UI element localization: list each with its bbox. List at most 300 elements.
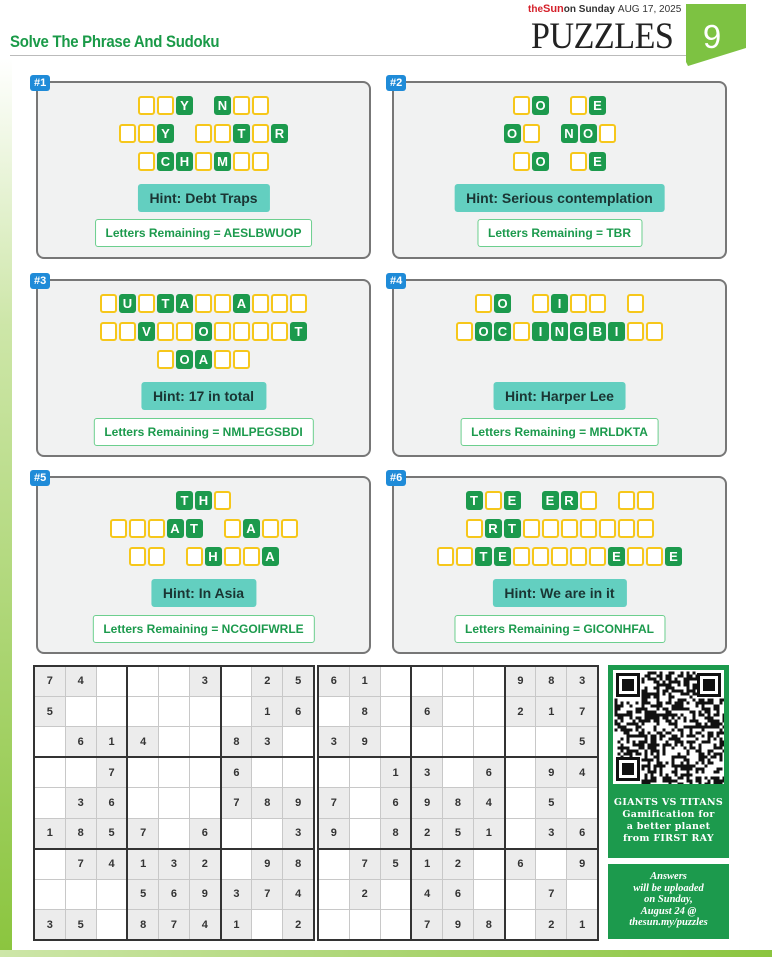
phrase-row	[394, 321, 725, 342]
sudoku-cell[interactable]	[221, 818, 252, 848]
sudoku-cell: 7	[127, 818, 158, 848]
phrase-puzzle-2	[390, 77, 727, 259]
sudoku-cell[interactable]	[536, 727, 567, 757]
sudoku-cell: 4	[190, 910, 221, 941]
phrase-row	[394, 490, 725, 511]
letter-tile: R	[271, 124, 288, 143]
phrase-row	[38, 321, 369, 342]
blank-tile[interactable]	[437, 547, 454, 566]
sudoku-cell: 2	[536, 910, 567, 941]
letter-tile: U	[119, 294, 136, 313]
letter-tile: N	[561, 124, 578, 143]
sudoku-cell: 6	[318, 666, 349, 696]
sudoku-cell: 7	[158, 910, 189, 941]
phrase-row	[394, 151, 725, 172]
sudoku-cell: 1	[349, 666, 380, 696]
sudoku-cell: 7	[411, 910, 442, 941]
blank-tile[interactable]	[148, 519, 165, 538]
sudoku-cell[interactable]	[252, 818, 283, 848]
letter-tile: Y	[157, 124, 174, 143]
blank-tile[interactable]	[186, 547, 203, 566]
blank-tile[interactable]	[456, 547, 473, 566]
letter-tile: A	[167, 519, 184, 538]
blank-tile[interactable]	[271, 294, 288, 313]
blank-tile[interactable]	[119, 124, 136, 143]
letter-tile: R	[561, 491, 578, 510]
blank-tile[interactable]	[561, 519, 578, 538]
sudoku-cell: 1	[34, 818, 65, 848]
puzzle-hint: Hint: In Asia	[151, 579, 256, 607]
page-title: PUZZLES	[531, 16, 674, 57]
sudoku-cell: 7	[318, 788, 349, 818]
letter-tile: O	[494, 294, 511, 313]
sudoku-cell: 6	[505, 849, 536, 879]
blank-tile[interactable]	[100, 294, 117, 313]
phrase-row	[38, 95, 369, 116]
letter-tile: R	[485, 519, 502, 538]
blank-tile[interactable]	[252, 294, 269, 313]
sudoku-cell[interactable]	[349, 818, 380, 848]
sudoku-cell: 1	[96, 727, 127, 757]
blank-tile[interactable]	[214, 491, 231, 510]
blank-tile[interactable]	[646, 547, 663, 566]
sudoku-cell: 4	[474, 788, 505, 818]
blank-tile[interactable]	[214, 350, 231, 369]
blank-tile[interactable]	[637, 519, 654, 538]
promo-line: a better planet	[626, 821, 711, 832]
letter-tile: H	[176, 152, 193, 171]
sudoku-cell: 8	[65, 818, 96, 848]
sudoku-cell: 7	[96, 757, 127, 787]
blank-tile[interactable]	[627, 322, 644, 341]
word-gap	[167, 547, 184, 566]
word-gap	[551, 96, 568, 115]
sudoku-cell[interactable]	[380, 727, 411, 757]
sudoku-cell[interactable]	[65, 757, 96, 787]
letter-tile: O	[580, 124, 597, 143]
sudoku-cell[interactable]	[505, 727, 536, 757]
sudoku-cell: 7	[567, 696, 598, 726]
sudoku-cell: 5	[536, 788, 567, 818]
sudoku-cell: 9	[318, 818, 349, 848]
blank-tile[interactable]	[281, 519, 298, 538]
sudoku-cell: 5	[567, 727, 598, 757]
sudoku-cell: 1	[221, 910, 252, 941]
blank-tile[interactable]	[148, 547, 165, 566]
letters-remaining: Letters Remaining = NMLPEGSBDI	[93, 418, 313, 446]
blank-tile[interactable]	[233, 322, 250, 341]
sudoku-cell: 3	[190, 666, 221, 696]
issue-date: AUG 17, 2025	[617, 4, 682, 15]
letter-tile: T	[157, 294, 174, 313]
answers-line: Answers	[650, 871, 687, 882]
sudoku-cell[interactable]	[127, 757, 158, 787]
blank-tile[interactable]	[570, 96, 587, 115]
sudoku-cell[interactable]	[442, 666, 473, 696]
blank-tile[interactable]	[138, 152, 155, 171]
sudoku-row	[318, 818, 598, 848]
blank-tile[interactable]	[224, 547, 241, 566]
answers-notice	[608, 864, 729, 939]
letter-tile: N	[214, 96, 231, 115]
sudoku-cell[interactable]	[96, 879, 127, 909]
phrase-row	[38, 490, 369, 511]
page-number: 9	[702, 18, 722, 55]
blank-tile[interactable]	[551, 547, 568, 566]
letter-tile: T	[176, 491, 193, 510]
sudoku-cell[interactable]	[442, 696, 473, 726]
blank-tile[interactable]	[466, 519, 483, 538]
sudoku-cell[interactable]	[34, 727, 65, 757]
sudoku-cell[interactable]	[127, 788, 158, 818]
sudoku-cell[interactable]	[190, 788, 221, 818]
sudoku-cell[interactable]	[349, 757, 380, 787]
blank-tile[interactable]	[485, 491, 502, 510]
phrase-row	[394, 123, 725, 144]
section-title: Solve The Phrase And Sudoku	[10, 32, 220, 51]
sudoku-cell: 3	[158, 849, 189, 879]
blank-tile[interactable]	[100, 322, 117, 341]
answers-line: will be uploaded	[633, 882, 704, 894]
blank-tile[interactable]	[618, 491, 635, 510]
word-gap	[513, 294, 530, 313]
sudoku-cell: 1	[536, 696, 567, 726]
sudoku-cell[interactable]	[318, 696, 349, 726]
sudoku-cell: 9	[505, 666, 536, 696]
sudoku-cell: 6	[474, 757, 505, 787]
puzzle-number: #6	[386, 470, 406, 486]
sudoku-cell[interactable]	[65, 879, 96, 909]
sudoku-cell[interactable]	[96, 696, 127, 726]
sudoku-cell: 4	[411, 879, 442, 909]
letter-tile: O	[475, 322, 492, 341]
blank-tile[interactable]	[580, 491, 597, 510]
phrase-row	[38, 151, 369, 172]
sudoku-cell[interactable]	[158, 727, 189, 757]
sudoku-cell[interactable]	[380, 910, 411, 941]
sudoku-cell[interactable]	[505, 818, 536, 848]
blank-tile[interactable]	[475, 294, 492, 313]
sudoku-cell[interactable]	[283, 757, 314, 787]
blank-tile[interactable]	[138, 124, 155, 143]
sudoku-cell: 6	[65, 727, 96, 757]
sudoku-cell[interactable]	[34, 879, 65, 909]
sudoku-cell: 7	[34, 666, 65, 696]
blank-tile[interactable]	[233, 96, 250, 115]
blank-tile[interactable]	[138, 294, 155, 313]
sudoku-cell: 6	[411, 696, 442, 726]
sudoku-cell: 9	[252, 849, 283, 879]
sudoku-row	[318, 879, 598, 909]
blank-tile[interactable]	[252, 124, 269, 143]
sudoku-row	[34, 788, 314, 818]
puzzle-hint: Hint: We are in it	[492, 579, 626, 607]
blank-tile[interactable]	[523, 124, 540, 143]
puzzle-hint: Hint: Debt Traps	[137, 184, 269, 212]
blank-tile[interactable]	[589, 547, 606, 566]
sudoku-cell[interactable]	[221, 696, 252, 726]
sudoku-cell: 3	[252, 727, 283, 757]
blank-tile[interactable]	[513, 96, 530, 115]
blank-tile[interactable]	[589, 294, 606, 313]
sudoku-cell: 5	[442, 818, 473, 848]
blank-tile[interactable]	[513, 152, 530, 171]
sudoku-cell: 2	[442, 849, 473, 879]
sudoku-cell[interactable]	[158, 788, 189, 818]
sudoku-cell: 4	[283, 879, 314, 909]
sudoku-cell[interactable]	[505, 757, 536, 787]
blank-tile[interactable]	[157, 322, 174, 341]
sudoku-cell: 3	[283, 818, 314, 848]
sudoku-cell[interactable]	[34, 788, 65, 818]
sudoku-cell: 5	[34, 696, 65, 726]
blank-tile[interactable]	[195, 124, 212, 143]
blank-tile[interactable]	[532, 547, 549, 566]
letter-tile: E	[494, 547, 511, 566]
sudoku-cell[interactable]	[190, 727, 221, 757]
sudoku-cell[interactable]	[158, 818, 189, 848]
qr-code-icon[interactable]	[613, 670, 724, 784]
sudoku-cell: 2	[349, 879, 380, 909]
sudoku-row	[34, 727, 314, 757]
sudoku-cell: 7	[252, 879, 283, 909]
sudoku-cell: 1	[567, 910, 598, 941]
letter-tile: E	[589, 152, 606, 171]
brand-sun: Sun	[543, 3, 564, 15]
sudoku-cell[interactable]	[505, 910, 536, 941]
sudoku-cell[interactable]	[349, 910, 380, 941]
sudoku-cell[interactable]	[252, 910, 283, 941]
sudoku-cell[interactable]	[442, 757, 473, 787]
sudoku-cell: 6	[96, 788, 127, 818]
blank-tile[interactable]	[233, 350, 250, 369]
blank-tile[interactable]	[214, 124, 231, 143]
sudoku-row	[318, 727, 598, 757]
blank-tile[interactable]	[233, 152, 250, 171]
sudoku-cell: 8	[127, 910, 158, 941]
sudoku-cell: 9	[442, 910, 473, 941]
sudoku-cell[interactable]	[474, 849, 505, 879]
sudoku-cell[interactable]	[252, 757, 283, 787]
left-accent-bar	[0, 58, 12, 951]
phrase-puzzle-6	[390, 472, 727, 654]
blank-tile[interactable]	[637, 491, 654, 510]
phrase-row	[38, 546, 369, 567]
sudoku-cell[interactable]	[190, 757, 221, 787]
blank-tile[interactable]	[195, 294, 212, 313]
blank-tile[interactable]	[580, 519, 597, 538]
sudoku-row	[318, 757, 598, 787]
brand-the: the	[528, 4, 543, 15]
letter-tile: O	[532, 96, 549, 115]
blank-tile[interactable]	[214, 294, 231, 313]
blank-tile[interactable]	[570, 547, 587, 566]
letter-tile: T	[186, 519, 203, 538]
letter-tile: O	[532, 152, 549, 171]
word-gap	[551, 152, 568, 171]
letter-tile: E	[589, 96, 606, 115]
sudoku-row	[318, 849, 598, 879]
answers-link[interactable]: thesun.my/puzzles	[629, 917, 708, 928]
letter-tile: G	[570, 322, 587, 341]
blank-tile[interactable]	[290, 294, 307, 313]
sudoku-cell[interactable]	[221, 849, 252, 879]
letter-tile: N	[551, 322, 568, 341]
puzzle-hint: Hint: 17 in total	[141, 382, 266, 410]
sudoku-cell[interactable]	[474, 696, 505, 726]
sudoku-cell[interactable]	[411, 666, 442, 696]
sudoku-row	[34, 696, 314, 726]
sudoku-cell[interactable]	[221, 666, 252, 696]
letter-tile: T	[466, 491, 483, 510]
promo-line: from FIRST RAY	[623, 833, 714, 844]
sudoku-cell[interactable]	[474, 727, 505, 757]
sudoku-cell[interactable]	[34, 849, 65, 879]
sudoku-cell: 6	[221, 757, 252, 787]
letter-tile: E	[504, 491, 521, 510]
puzzle-number: #4	[386, 273, 406, 289]
blank-tile[interactable]	[599, 519, 616, 538]
blank-tile[interactable]	[532, 294, 549, 313]
sudoku-cell: 8	[221, 727, 252, 757]
sudoku-cell[interactable]	[349, 788, 380, 818]
sudoku-cell: 4	[65, 666, 96, 696]
blank-tile[interactable]	[646, 322, 663, 341]
letter-tile: A	[176, 294, 193, 313]
sudoku-cell: 6	[442, 879, 473, 909]
sudoku-cell: 5	[96, 818, 127, 848]
blank-tile[interactable]	[513, 547, 530, 566]
blank-tile[interactable]	[243, 547, 260, 566]
sudoku-cell: 3	[65, 788, 96, 818]
word-gap	[205, 519, 222, 538]
blank-tile[interactable]	[224, 519, 241, 538]
letter-tile: T	[233, 124, 250, 143]
blank-tile[interactable]	[195, 152, 212, 171]
sudoku-cell: 5	[380, 849, 411, 879]
letter-tile: B	[589, 322, 606, 341]
sudoku-cell[interactable]	[158, 696, 189, 726]
blank-tile[interactable]	[119, 322, 136, 341]
sudoku-cell[interactable]	[411, 727, 442, 757]
blank-tile[interactable]	[129, 547, 146, 566]
sudoku-row	[34, 910, 314, 941]
sudoku-cell[interactable]	[127, 666, 158, 696]
blank-tile[interactable]	[627, 294, 644, 313]
blank-tile[interactable]	[129, 519, 146, 538]
sudoku-cell[interactable]	[567, 788, 598, 818]
blank-tile[interactable]	[157, 350, 174, 369]
letter-tile: I	[532, 322, 549, 341]
sudoku-cell[interactable]	[474, 666, 505, 696]
phrase-puzzle-4	[390, 275, 727, 457]
sudoku-cell[interactable]	[536, 849, 567, 879]
letter-tile: C	[157, 152, 174, 171]
sudoku-cell: 1	[127, 849, 158, 879]
sudoku-cell: 4	[96, 849, 127, 879]
sudoku-cell[interactable]	[96, 910, 127, 941]
sudoku-cell[interactable]	[127, 696, 158, 726]
sudoku-cell[interactable]	[190, 696, 221, 726]
sudoku-cell: 7	[536, 879, 567, 909]
blank-tile[interactable]	[157, 96, 174, 115]
puzzle-hint: Hint: Serious contemplation	[454, 184, 665, 212]
sudoku-cell: 1	[252, 696, 283, 726]
blank-tile[interactable]	[523, 519, 540, 538]
puzzle-number: #2	[386, 75, 406, 91]
sudoku-cell[interactable]	[96, 666, 127, 696]
sudoku-cell[interactable]	[380, 879, 411, 909]
phrase-puzzle-5	[34, 472, 371, 654]
sudoku-cell[interactable]	[380, 666, 411, 696]
blank-tile[interactable]	[599, 124, 616, 143]
sudoku-cell[interactable]	[474, 879, 505, 909]
sudoku-cell[interactable]	[567, 879, 598, 909]
blank-tile[interactable]	[138, 96, 155, 115]
word-gap	[176, 124, 193, 143]
blank-tile[interactable]	[271, 322, 288, 341]
sudoku-cell[interactable]	[158, 757, 189, 787]
bottom-accent-bar	[0, 950, 772, 957]
sudoku-cell[interactable]	[505, 788, 536, 818]
sudoku-cell: 3	[34, 910, 65, 941]
sudoku-cell[interactable]	[283, 727, 314, 757]
sudoku-cell: 6	[380, 788, 411, 818]
sudoku-cell[interactable]	[505, 879, 536, 909]
blank-tile[interactable]	[252, 96, 269, 115]
letter-tile: H	[195, 491, 212, 510]
blank-tile[interactable]	[570, 294, 587, 313]
phrase-row	[38, 123, 369, 144]
phrase-row	[38, 293, 369, 314]
blank-tile[interactable]	[262, 519, 279, 538]
sudoku-cell[interactable]	[318, 879, 349, 909]
blank-tile[interactable]	[456, 322, 473, 341]
sudoku-cell: 7	[221, 788, 252, 818]
sudoku-cell[interactable]	[158, 666, 189, 696]
letters-remaining: Letters Remaining = TBR	[477, 219, 642, 247]
blank-tile[interactable]	[214, 322, 231, 341]
blank-tile[interactable]	[570, 152, 587, 171]
sudoku-row	[318, 696, 598, 726]
sudoku-cell[interactable]	[65, 696, 96, 726]
blank-tile[interactable]	[252, 152, 269, 171]
blank-tile[interactable]	[542, 519, 559, 538]
blank-tile[interactable]	[252, 322, 269, 341]
sudoku-cell[interactable]	[318, 757, 349, 787]
letters-remaining: Letters Remaining = AESLBWUOP	[95, 219, 313, 247]
sudoku-cell: 1	[411, 849, 442, 879]
blank-tile[interactable]	[618, 519, 635, 538]
sudoku-cell[interactable]	[442, 727, 473, 757]
blank-tile[interactable]	[176, 322, 193, 341]
letter-tile: T	[290, 322, 307, 341]
sudoku-row	[34, 849, 314, 879]
blank-tile[interactable]	[110, 519, 127, 538]
sudoku-cell[interactable]	[318, 910, 349, 941]
letter-tile: Y	[176, 96, 193, 115]
qr-promo-box[interactable]	[608, 665, 729, 858]
sudoku-cell[interactable]	[380, 696, 411, 726]
word-gap	[523, 491, 540, 510]
letter-tile: C	[494, 322, 511, 341]
blank-tile[interactable]	[513, 322, 530, 341]
phrase-puzzle-3	[34, 275, 371, 457]
sudoku-cell[interactable]	[34, 757, 65, 787]
phrase-row	[394, 518, 725, 539]
sudoku-cell[interactable]	[318, 849, 349, 879]
blank-tile[interactable]	[627, 547, 644, 566]
